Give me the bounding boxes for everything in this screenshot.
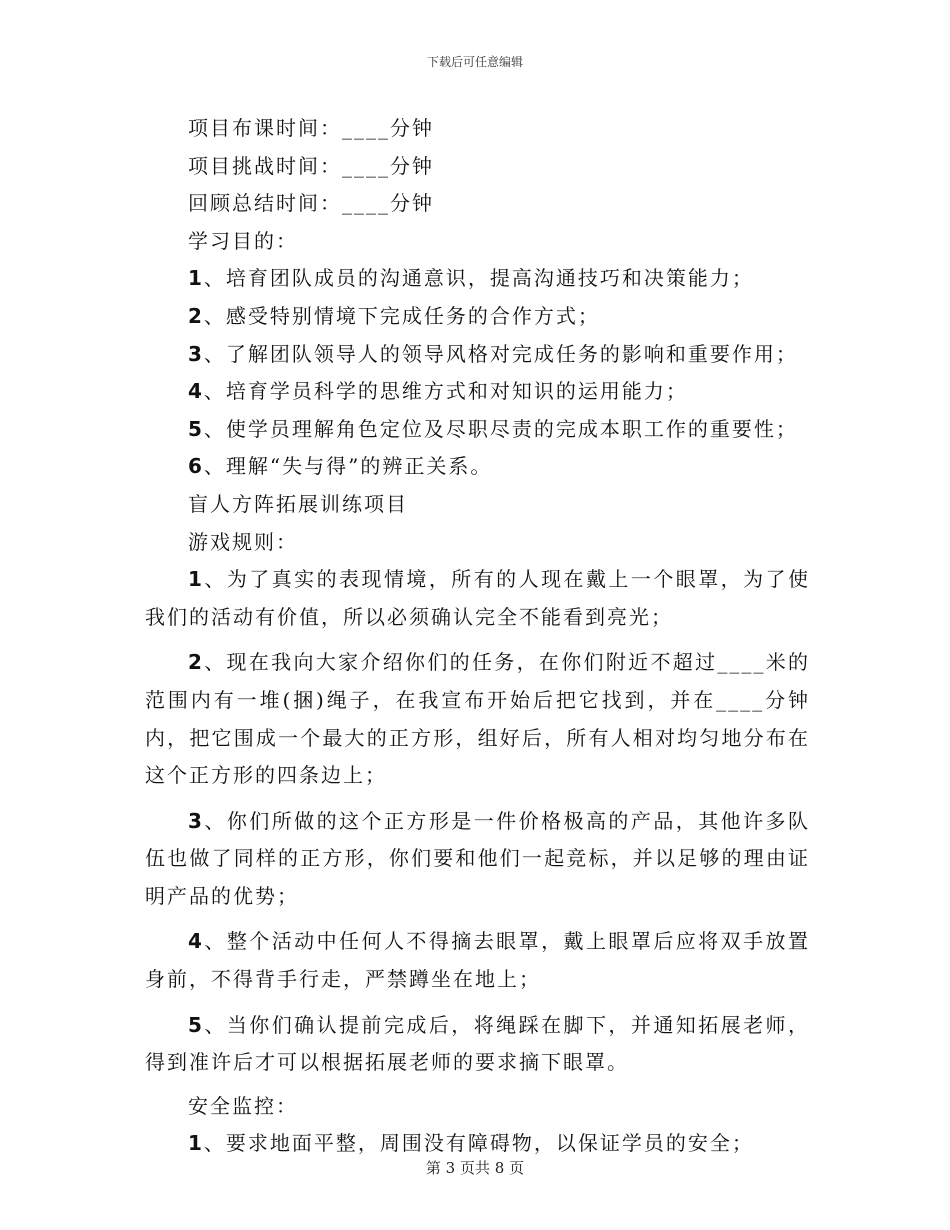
rule-item-4: 4、整个活动中任何人不得摘去眼罩，戴上眼罩后应将双手放置身前，不得背手行走，严禁蹲坐在地上； bbox=[145, 929, 810, 992]
review-time-line: 回顾总结时间：____分钟 bbox=[188, 191, 434, 216]
goal-item-1: 1、培育团队成员的沟通意识，提高沟通技巧和决策能力； bbox=[188, 266, 754, 291]
challenge-time-line: 项目挑战时间：____分钟 bbox=[188, 153, 434, 178]
page-footer: 第 3 页共 8 页 bbox=[425, 1159, 525, 1177]
goal-item-5: 5、使学员理解角色定位及尽职尽责的完成本职工作的重要性； bbox=[188, 416, 798, 441]
goal-item-2: 2、感受特别情境下完成任务的合作方式； bbox=[188, 303, 600, 328]
goal-item-4: 4、培育学员科学的思维方式和对知识的运用能力； bbox=[188, 379, 688, 404]
learning-goals-heading: 学习目的： bbox=[188, 228, 298, 253]
rule-item-5: 5、当你们确认提前完成后，将绳踩在脚下，并通知拓展老师，得到准许后才可以根据拓展老师的要求摘下眼罩。 bbox=[145, 1012, 810, 1075]
goal-item-3: 3、了解团队领导人的领导风格对完成任务的影响和重要作用； bbox=[188, 341, 798, 366]
project-title: 盲人方阵拓展训练项目 bbox=[188, 491, 408, 516]
course-time-line: 项目布课时间：____分钟 bbox=[188, 116, 434, 140]
goal-item-6: 6、理解“失与得”的辨正关系。 bbox=[188, 454, 493, 479]
rules-heading: 游戏规则： bbox=[188, 529, 298, 554]
document-body bbox=[145, 110, 810, 1163]
rule-item-3: 3、你们所做的这个正方形是一件价格极高的产品，其他许多队伍也做了同样的正方形，你们要和他们一起竞标，并以足够的理由证明产品的优势； bbox=[145, 808, 810, 908]
rule-item-1: 1、为了真实的表现情境，所有的人现在戴上一个眼罩，为了使我们的活动有价值，所以必须确认完全不能看到亮光； bbox=[145, 567, 810, 629]
safety-item-1: 1、要求地面平整，周围没有障碍物，以保证学员的安全； bbox=[188, 1131, 754, 1156]
rule-item-2: 2、现在我向大家介绍你们的任务，在你们附近不超过____米的范围内有一堆(捆)绳子，在我宣布开始后把它找到，并在____分钟内，把它围成一个最大的正方形，组好后，所有人相对均匀地分布在这个正方形的四条边上； bbox=[145, 650, 810, 788]
page-header: 下载后可任意编辑 bbox=[426, 55, 523, 69]
safety-heading: 安全监控： bbox=[188, 1093, 298, 1118]
